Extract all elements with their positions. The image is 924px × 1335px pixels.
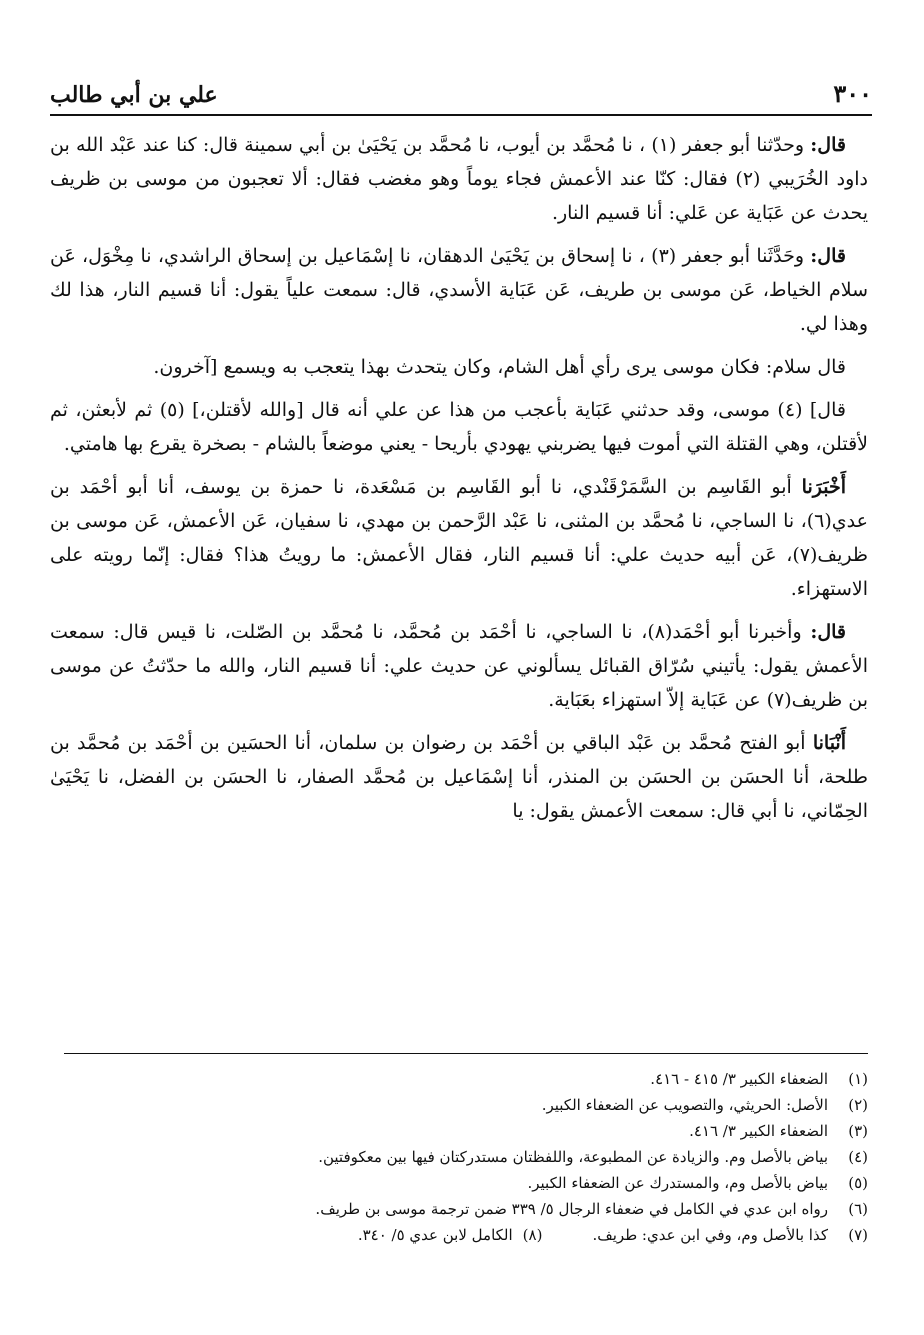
- footnote-number: (٨): [522, 1226, 543, 1244]
- footnote-text: بياض بالأصل وم، والمستدرك عن الضعفاء الكبير.: [527, 1174, 828, 1192]
- footnotes: [50, 1066, 868, 1248]
- footnote: [50, 1196, 868, 1222]
- paragraph-text: وحَدَّثَنا أبو جعفر (٣) ، نا إسحاق بن يَحْيَىٰ الدهقان، نا إسْمَاعيل بن إسحاق الراشدي، نا مِخْوَل، عَن سلام الخياط، عَن موسى بن طريف، عَن عَبَاية الأسدي، قال: سمعت علياً يقول: أنا قسيم النار، هذا لك وهذا لي.: [50, 245, 868, 335]
- footnote-text: الأصل: الحريثي، والتصويب عن الضعفاء الكبير.: [541, 1096, 828, 1114]
- paragraph-text: أبو القَاسِم بن السَّمَرْقَنْدي، نا أبو القَاسِم بن مَسْعَدة، نا حمزة بن يوسف، أنا أبو أحْمَد بن عدي(٦)، نا الساجي، نا مُحمَّد بن المثنى، نا عَبْد الرَّحمن بن مهدي، نا سفيان، عَن الأعمش، عَن موسى بن ظريف(٧)، عَن أبيه حديث علي: أنا قسيم النار، فقال الأعمش: ما رويتُ هذا؟ فقال: إنّما رويته على الاستهزاء.: [50, 476, 868, 600]
- paragraph: [50, 615, 868, 717]
- footnote-number: (٣): [848, 1122, 868, 1140]
- paragraph: [50, 393, 868, 461]
- footnote-number: (٥): [848, 1174, 868, 1192]
- footnote: [50, 1170, 868, 1196]
- paragraph-lead: قال:: [810, 621, 847, 643]
- paragraph-text: أبو الفتح مُحمَّد بن عَبْد الباقي بن أحْمَد بن رضوان بن سلمان، أنا الحسَين بن أحْمَد بن مُحمَّد بن طلحة، أنا الحسَن بن الحسَن بن المنذر، أنا إسْمَاعيل بن مُحمَّد الصفار، نا الحسَن بن الفضل، نا يَحْيَىٰ الحِمّاني، نا أبي قال: سمعت الأعمش يقول: يا: [50, 732, 868, 822]
- page-number: ٣٠٠: [833, 79, 872, 108]
- footnote-text: الكامل لابن عدي ٥/ ٣٤٠.: [357, 1226, 513, 1244]
- footnote-number: (٧): [848, 1226, 868, 1244]
- paragraph-text: قال سلام: فكان موسى يرى رأي أهل الشام، وكان يتحدث بهذا يتعجب به ويسمع [آخرون.: [153, 356, 846, 378]
- footnote-text: كذا بالأصل وم، وفي ابن عدي: طريف.: [592, 1226, 828, 1244]
- paragraph-lead: قال:: [810, 245, 846, 267]
- paragraph-text: وحدّثنا أبو جعفر (١) ، نا مُحمَّد بن أيوب، نا مُحمَّد بن يَحْيَىٰ بن أبي سمينة قال: كنا عند عَبْد الله بن داود الخُرَيبي (٢) فقال: كنّا عند الأعمش فجاء يوماً وهو مغضب فقال: ألا تعجبون من موسى بن ظريف يحدث عن عَبَاية عن عَلي: أنا قسيم النار.: [50, 134, 868, 224]
- footnote: [50, 1066, 868, 1092]
- footnote-text: رواه ابن عدي في الكامل في ضعفاء الرجال ٥/ ٣٣٩ ضمن ترجمة موسى بن طريف.: [315, 1200, 828, 1218]
- paragraph: [50, 128, 868, 230]
- running-title: علي بن أبي طالب: [50, 82, 218, 108]
- paragraph: [50, 726, 868, 828]
- paragraph-text: وأخبرنا أبو أحْمَد(٨)، نا الساجي، نا أحْمَد بن مُحمَّد، نا مُحمَّد بن الصّلت، نا قيس قال: سمعت الأعمش يقول: يأتيني سُرّاق القبائل يسألوني عن حديث علي: أنا قسيم النار، والله ما حدّثتُ عن موسى بن ظريف(٧) عن عَبَاية إلاّ استهزاء بعَبَاية.: [50, 621, 868, 711]
- footnote: [50, 1092, 868, 1118]
- paragraph-lead: أَخْبَرَنا: [801, 476, 846, 498]
- paragraph-text: قال] (٤) موسى، وقد حدثني عَبَاية بأعجب من هذا عن علي أنه قال [والله لأقتلن،] (٥) ثم لأبعثن، ثم لأقتلن، وهي القتلة التي أموت فيها يضربني يهودي بأريحا - يعني موضعاً بالشام - بصخرة يقرع بها هامتي.: [50, 399, 868, 455]
- paragraph-lead: قال:: [810, 134, 846, 156]
- paragraph-lead: أَنْبَانا: [812, 732, 846, 754]
- footnote-number: (٤): [848, 1148, 868, 1166]
- footnote-number: (٢): [848, 1096, 868, 1114]
- paragraph: [50, 350, 868, 384]
- footnote: [50, 1144, 868, 1170]
- footnote-number: (٦): [848, 1200, 868, 1218]
- footnote: [50, 1118, 868, 1144]
- footnote: [50, 1222, 868, 1248]
- paragraph: [50, 239, 868, 341]
- paragraph: [50, 470, 868, 606]
- footnote-text: الضعفاء الكبير ٣/ ٤١٦.: [689, 1122, 828, 1140]
- footnote-text: الضعفاء الكبير ٣/ ٤١٥ - ٤١٦.: [650, 1070, 828, 1088]
- footnote-text: بياض بالأصل وم. والزيادة عن المطبوعة، واللفظتان مستدركتان فيها بين معكوفتين.: [318, 1148, 828, 1166]
- footnote-divider: [64, 1053, 868, 1054]
- page-header: [50, 64, 872, 116]
- footnote-number: (١): [848, 1070, 868, 1088]
- main-text: [50, 128, 868, 837]
